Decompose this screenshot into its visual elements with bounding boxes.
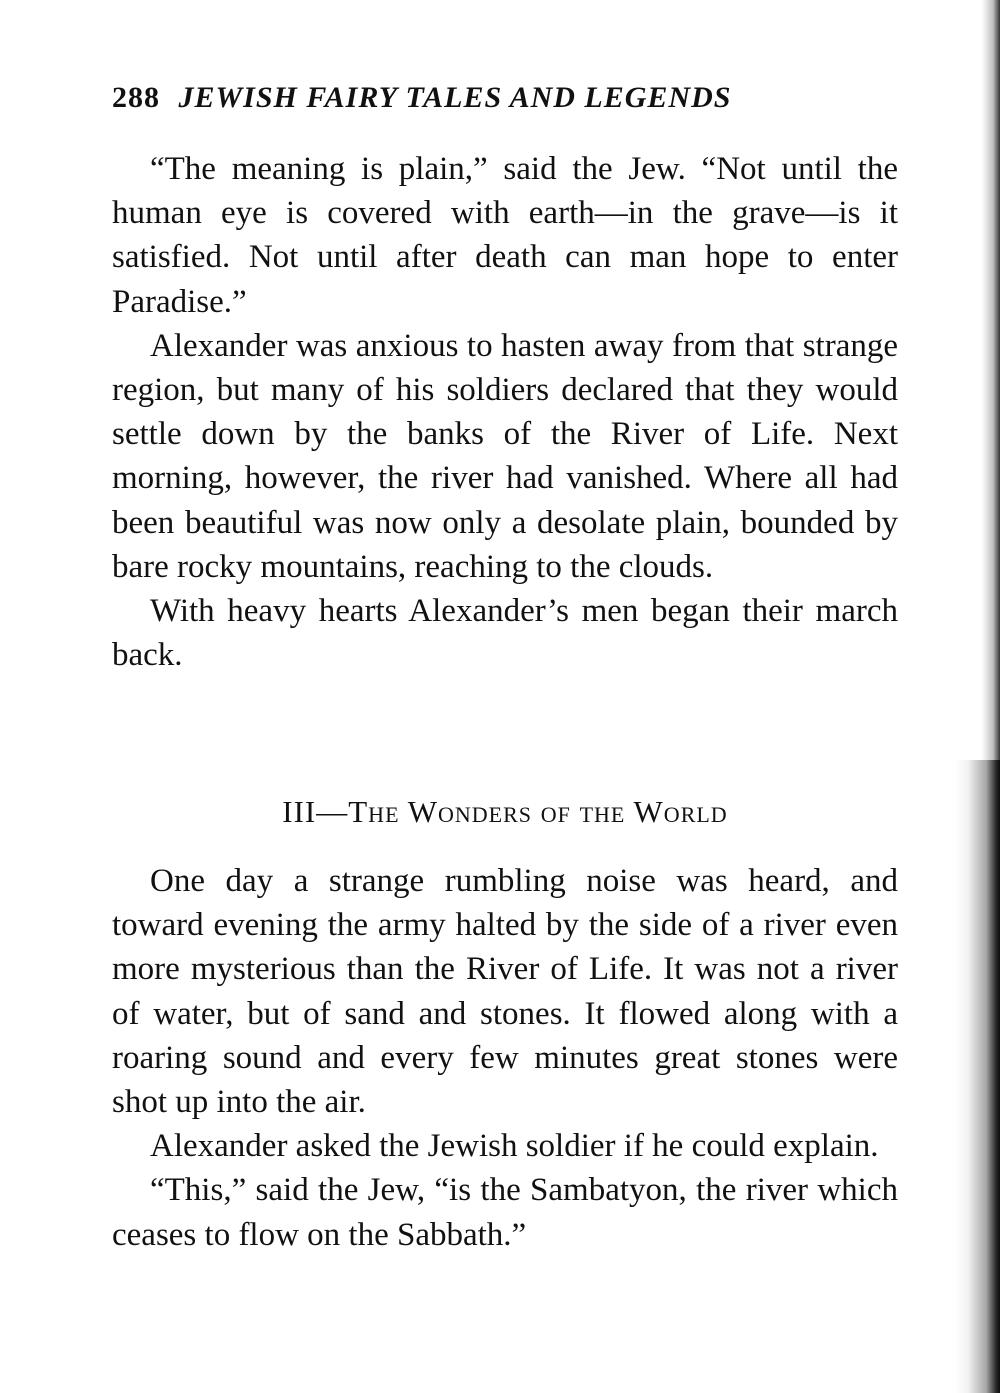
running-head <box>112 78 892 118</box>
paragraph: “The meaning is plain,” said the Jew. “Not until the human eye is covered with earth—in the grave—is it satisfied. Not until after death can man hope to enter Paradise.” <box>112 151 898 320</box>
paragraph: Alexander asked the Jewish soldier if he could explain. <box>150 1128 879 1165</box>
body-text-lower <box>112 859 898 1257</box>
body-text-upper <box>112 147 898 677</box>
running-title: JEWISH FAIRY TALES AND LEGENDS <box>178 81 732 114</box>
section-heading: III—The Wonders of the World <box>282 794 728 829</box>
paragraph: “This,” said the Jew, “is the Sambatyon, the river which ceases to flow on the Sabbath.” <box>112 1172 898 1253</box>
page-number: 288 <box>112 81 160 114</box>
paragraph: One day a strange rumbling noise was heard, and toward evening the army halted by the side of a river even more mysterious than the River of Life. It was not a river of water, but of sand and stones. It flowed along with a roaring sound and every few minutes great stones were shot up into the air. <box>112 863 898 1121</box>
page-edge-shadow <box>954 0 1000 760</box>
page-edge-shadow <box>954 760 1000 1393</box>
paragraph: Alexander was anxious to hasten away from that strange region, but many of his soldiers declared that they would settle down by the banks of the River of Life. Next morning, however, the river had vanished. Where all had been beautiful was now only a desolate plain, bounded by bare rocky mountains, reaching to the clouds. <box>112 327 898 585</box>
paragraph: With heavy hearts Alexander’s men began their march back. <box>112 593 898 674</box>
